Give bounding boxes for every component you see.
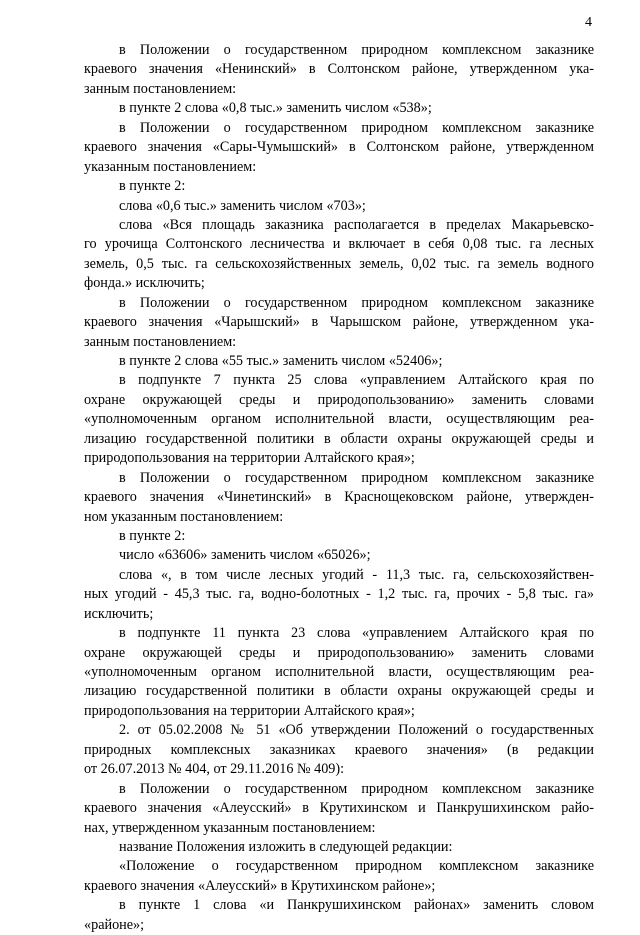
text-line: охране окружающей среды и природопользованию» заменить словами bbox=[84, 644, 594, 661]
text-line: краевого значения «Алеусский» в Крутихинском районе»; bbox=[84, 877, 436, 894]
text-line: лизацию государственной политики в области охраны окружающей среды и bbox=[84, 683, 594, 700]
text-line: краевого значения «Чинетинский» в Краснощековском районе, утвержден- bbox=[84, 489, 594, 506]
text-line: «уполномоченным органом исполнительной власти, осуществляющим реа- bbox=[84, 411, 594, 428]
text-line: в Положении о государственном природном комплексном заказнике bbox=[119, 294, 594, 311]
text-line: указанным постановлением: bbox=[84, 158, 257, 175]
text-line: занным постановлением: bbox=[84, 80, 237, 97]
text-line: число «63606» заменить числом «65026»; bbox=[119, 547, 371, 564]
text-line: слова «Вся площадь заказника располагается в пределах Макарьевско- bbox=[119, 216, 594, 233]
text-line: природопользования на территории Алтайского края»; bbox=[84, 450, 415, 467]
text-line: в Положении о государственном природном комплексном заказнике bbox=[119, 780, 594, 797]
text-line: фонда.» исключить; bbox=[84, 275, 205, 292]
text-line: в пункте 2 слова «55 тыс.» заменить числом «52406»; bbox=[119, 353, 443, 369]
text-line: 2. от 05.02.2008 № 51 «Об утверждении Положений о государственных bbox=[119, 722, 594, 739]
text-line: ном указанным постановлением: bbox=[84, 508, 284, 525]
text-line: го урочища Солтонского лесничества и включает в себя 0,08 тыс. га лесных bbox=[84, 236, 594, 253]
text-line: краевого значения «Ненинский» в Солтонском районе, утвержденном ука- bbox=[84, 61, 594, 78]
page-number: 4 bbox=[585, 15, 592, 30]
text-line: природопользования на территории Алтайского края»; bbox=[84, 702, 415, 719]
text-line: лизацию государственной политики в области охраны окружающей среды и bbox=[84, 430, 594, 447]
text-line: ных угодий - 45,3 тыс. га, водно-болотных - 1,2 тыс. га, прочих - 5,8 тыс. га» bbox=[84, 586, 594, 603]
text-line: в пункте 1 слова «и Панкрушихинском районах» заменить словом bbox=[119, 897, 594, 914]
text-line: «районе»; bbox=[84, 916, 145, 933]
document-body bbox=[84, 41, 594, 935]
text-line: «уполномоченным органом исполнительной власти, осуществляющим реа- bbox=[84, 664, 594, 680]
text-line: в подпункте 11 пункта 23 слова «управлением Алтайского края по bbox=[119, 625, 594, 642]
text-line: краевого значения «Чарышский» в Чарышском районе, утвержденном ука- bbox=[84, 314, 594, 331]
text-line: в подпункте 7 пункта 25 слова «управлением Алтайского края по bbox=[119, 372, 594, 389]
text-line: слова «0,6 тыс.» заменить числом «703»; bbox=[119, 197, 366, 214]
text-line: в Положении о государственном природном комплексном заказнике bbox=[119, 42, 594, 58]
text-line: природных комплексных заказниках краевого значения» (в редакции bbox=[84, 741, 594, 758]
text-line: занным постановлением: bbox=[84, 333, 237, 350]
text-line: исключить; bbox=[84, 605, 154, 622]
text-line: в пункте 2 слова «0,8 тыс.» заменить числом «538»; bbox=[119, 100, 432, 117]
text-line: от 26.07.2013 № 404, от 29.11.2016 № 409): bbox=[84, 761, 345, 778]
text-line: в пункте 2: bbox=[119, 527, 186, 544]
text-line: слова «, в том числе лесных угодий - 11,3 тыс. га, сельскохозяйствен- bbox=[119, 566, 594, 583]
text-line: нах, утвержденном указанным постановлением: bbox=[84, 819, 376, 836]
text-line: краевого значения «Алеусский» в Крутихинском и Панкрушихинском райо- bbox=[84, 800, 594, 817]
text-line: в Положении о государственном природном комплексном заказнике bbox=[119, 469, 594, 486]
text-line: охране окружающей среды и природопользованию» заменить словами bbox=[84, 391, 594, 408]
text-line: в пункте 2: bbox=[119, 178, 186, 195]
text-line: «Положение о государственном природном комплексном заказнике bbox=[119, 858, 594, 875]
text-line: краевого значения «Сары-Чумышский» в Солтонском районе, утвержденном bbox=[84, 139, 594, 156]
text-line: в Положении о государственном природном комплексном заказнике bbox=[119, 119, 594, 136]
text-line: название Положения изложить в следующей редакции: bbox=[119, 838, 453, 855]
text-line: земель, 0,5 тыс. га сельскохозяйственных земель, 0,02 тыс. га земель водного bbox=[84, 255, 594, 272]
